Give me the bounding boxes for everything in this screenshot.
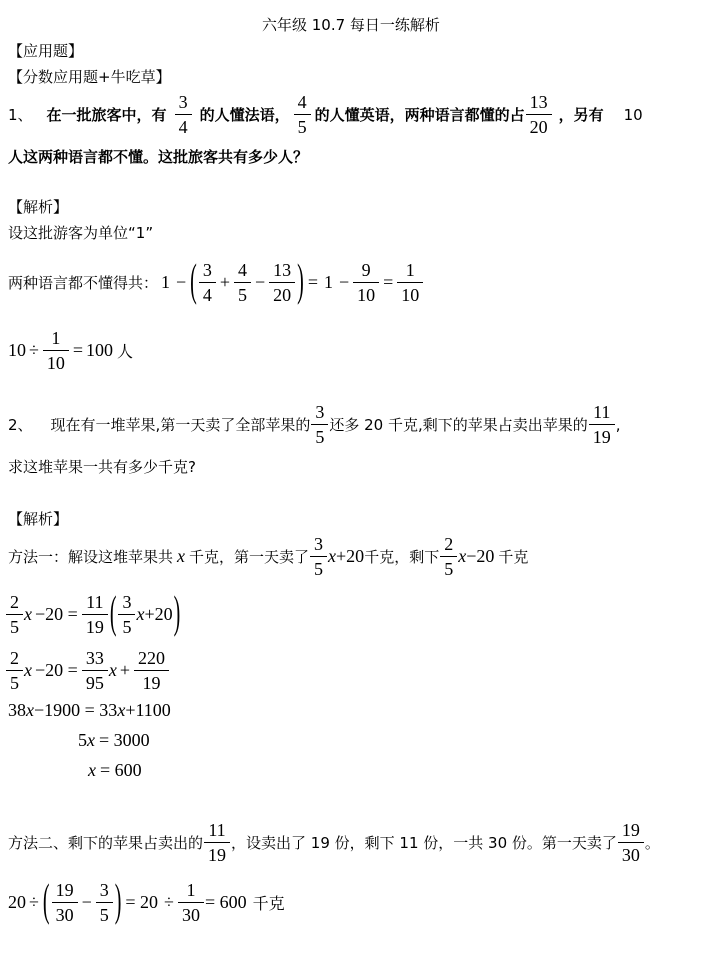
e5-b: = 600: [100, 760, 142, 780]
eq2-equals: =: [72, 340, 84, 360]
eq1-plus: +: [219, 272, 230, 292]
q1-text-1: 在一批旅客中，有: [46, 106, 167, 124]
e6-unit: 千克: [252, 894, 285, 913]
e4-var-x: x: [87, 730, 95, 750]
e2-var-x-2: x: [108, 660, 117, 680]
frac-num: 1: [186, 880, 196, 900]
e6-a: 20: [8, 892, 26, 912]
frac-den: 5: [440, 556, 457, 579]
eq2-result: 100: [86, 340, 114, 360]
m1-frac-b: [442, 534, 455, 579]
e6-frac-3: [180, 880, 202, 925]
m1-text-4: 千克: [498, 548, 529, 566]
e1-var-x-2: x: [136, 604, 145, 624]
frac-den: 5: [6, 614, 23, 637]
m1-frac-a: [312, 534, 325, 579]
q2-fraction-1: [313, 402, 326, 447]
frac-den: 5: [311, 424, 328, 447]
answer-1-setup-text: 设这批游客为单位“1”: [8, 224, 154, 242]
e4-b: = 3000: [99, 730, 150, 750]
e6-mid: = 20: [125, 892, 159, 912]
frac-num: 9: [361, 260, 371, 280]
answer-1-equation-2: [8, 328, 133, 373]
eq1-one-2: 1: [323, 272, 333, 292]
frac-den: 19: [82, 614, 108, 637]
frac-den: 5: [118, 614, 135, 637]
frac-num: 19: [55, 880, 74, 900]
subsection-heading: [8, 66, 171, 87]
frac-num: 11: [86, 592, 104, 612]
equation-line-5: [88, 760, 142, 781]
q2-text-2: 还多 20 千克,剩下的苹果占卖出苹果的: [329, 416, 588, 434]
frac-num: 4: [297, 92, 307, 112]
eq1-frac-e: [399, 260, 421, 305]
m1-var-x-3: x: [458, 546, 467, 566]
right-paren: ): [173, 588, 181, 639]
e1-plus20: +20: [144, 604, 173, 624]
q1-text-5: 10: [623, 105, 643, 124]
frac-num: 1: [405, 260, 415, 280]
frac-den: 20: [269, 282, 295, 305]
frac-num: 2: [10, 648, 19, 668]
e4-a: 5: [78, 730, 87, 750]
frac-num: 3: [99, 880, 109, 900]
e1-frac-1: [8, 592, 21, 637]
answer-2-header-text: 【解析】: [8, 510, 69, 528]
frac-num: 11: [208, 820, 226, 840]
eq1-minus-2: −: [255, 272, 266, 292]
question-2-line-1: [8, 402, 621, 447]
frac-num: 13: [529, 92, 548, 112]
method-2-line: [8, 820, 660, 865]
eq1-one: 1: [161, 272, 171, 292]
question-1-line-2: [8, 146, 308, 167]
frac-den: 19: [204, 842, 230, 865]
frac-num: 19: [621, 820, 640, 840]
m2-text-3: 。: [644, 834, 660, 852]
eq1-minus-3: −: [338, 272, 350, 292]
e2-frac-3: [136, 648, 167, 693]
frac-den: 10: [43, 350, 69, 373]
frac-num: 13: [273, 260, 292, 280]
e3-c: +1100: [125, 700, 171, 720]
m1-text-1: 方法一：解设这堆苹果共: [8, 548, 174, 566]
e6-div: ÷: [29, 892, 39, 912]
m1-var-x: x: [177, 546, 186, 566]
equation-line-2: [8, 648, 170, 693]
e3-var-x-2: x: [117, 700, 126, 720]
answer-1-setup: [8, 222, 153, 243]
e2-var-x: x: [24, 660, 32, 680]
frac-den: 4: [199, 282, 216, 305]
e3-a: 38: [8, 700, 26, 720]
frac-den: 5: [6, 670, 23, 693]
answer-1-equation-1: [8, 256, 424, 307]
frac-den: 5: [96, 902, 113, 925]
frac-den: 5: [310, 556, 327, 579]
question-2-line-2: [8, 456, 196, 477]
frac-num: 4: [238, 260, 247, 280]
q1-fraction-3: [528, 92, 550, 137]
e2-frac-2: [84, 648, 106, 693]
m1-text-3: 千克，剩下: [364, 548, 440, 566]
section-heading-text: 【应用题】: [8, 42, 84, 60]
e1-var-x: x: [24, 604, 32, 624]
frac-num: 3: [315, 402, 325, 422]
equation-line-1: [8, 588, 181, 639]
e3-b: −1900 = 33: [34, 700, 118, 720]
answer-2-header: [8, 508, 68, 529]
q1-text-4: ，另有: [558, 106, 604, 124]
eq1-frac-c: [271, 260, 293, 305]
eq2-ten: 10: [8, 340, 26, 360]
subsection-heading-text: 【分数应用题+牛吃草】: [8, 68, 171, 86]
left-paren: (: [42, 876, 50, 927]
eq1-frac-b: [236, 260, 249, 305]
frac-num: 33: [85, 648, 104, 668]
right-paren: ): [297, 256, 304, 307]
frac-num: 3: [314, 534, 324, 554]
frac-den: 30: [618, 842, 644, 865]
eq2-unit: 人: [117, 342, 134, 361]
eq1-minus: −: [176, 272, 187, 292]
m2-text-2: ，设卖出了 19 份，剩下 11 份，一共 30 份。第一天卖了: [231, 834, 617, 852]
e2-mid: −20 =: [35, 660, 78, 680]
eq1-equals-2: =: [383, 272, 394, 292]
frac-num: 2: [444, 534, 454, 554]
eq1-frac-a: [201, 260, 214, 305]
page-title-text: 六年级 10.7 每日一练解析: [262, 16, 440, 34]
frac-den: 95: [82, 670, 108, 693]
m1-plus20: +20: [336, 546, 365, 566]
question-1-index: 1、: [8, 106, 33, 124]
equation-line-4: [78, 730, 150, 751]
question-2-index: 2、: [8, 416, 33, 434]
right-paren: ): [114, 876, 122, 927]
frac-den: 5: [234, 282, 251, 305]
e6-div-2: ÷: [164, 892, 174, 912]
e6-frac-2: [98, 880, 111, 925]
m1-text-2: 千克，第一天卖了: [189, 548, 310, 566]
m1-var-x-2: x: [328, 546, 337, 566]
equation-line-6: [8, 876, 285, 927]
answer-1-header-text: 【解析】: [8, 198, 69, 216]
eq2-div: ÷: [29, 340, 39, 360]
question-1-line-1: [8, 92, 643, 137]
left-paren: (: [109, 588, 117, 639]
m1-minus20: −20: [466, 546, 495, 566]
e6-frac-1: [54, 880, 76, 925]
frac-den: 30: [52, 902, 78, 925]
section-heading: [8, 40, 83, 61]
left-paren: (: [190, 256, 197, 307]
q2-text-1: 现在有一堆苹果,第一天卖了全部苹果的: [50, 416, 311, 434]
frac-den: 10: [353, 282, 379, 305]
e1-frac-3: [120, 592, 133, 637]
eq1-frac-d: [355, 260, 377, 305]
eq1-label: 两种语言都不懂得共：: [8, 274, 159, 292]
q1-fraction-2: [296, 92, 309, 137]
q1-fraction-1: [177, 92, 190, 137]
frac-num: 3: [122, 592, 132, 612]
e1-frac-2: [84, 592, 106, 637]
method-1-line: [8, 534, 528, 579]
e5-var-x: x: [88, 760, 96, 780]
q1-text-3: 的人懂英语，两种语言都懂的占: [314, 106, 525, 124]
frac-num: 2: [10, 592, 19, 612]
answer-1-header: [8, 196, 68, 217]
frac-den: 19: [589, 424, 615, 447]
e2-frac-1: [8, 648, 21, 693]
q1-line-2-text: 人这两种语言都不懂。这批旅客共有多少人？: [8, 148, 309, 166]
e2-plus: +: [119, 660, 130, 680]
q1-text-2: 的人懂法语，: [199, 106, 290, 124]
q2-line-2-text: 求这堆苹果一共有多少千克?: [8, 458, 196, 476]
frac-den: 19: [134, 670, 169, 693]
e6-result: = 600: [204, 892, 247, 912]
frac-num: 3: [202, 260, 212, 280]
frac-num: 3: [178, 92, 188, 112]
q2-text-3: ,: [615, 415, 621, 434]
m2-frac-2: [620, 820, 642, 865]
frac-den: 10: [397, 282, 423, 305]
e6-minus: −: [81, 892, 92, 912]
frac-den: 5: [294, 114, 311, 137]
e3-var-x: x: [26, 700, 34, 720]
frac-den: 20: [526, 114, 552, 137]
eq1-equals: =: [307, 272, 318, 292]
frac-den: 4: [175, 114, 192, 137]
page-title: [262, 14, 440, 35]
frac-num: 11: [593, 402, 611, 422]
frac-den: 30: [178, 902, 204, 925]
frac-num: 1: [51, 328, 61, 348]
m2-frac-1: [206, 820, 228, 865]
q2-fraction-2: [591, 402, 613, 447]
e1-mid: −20 =: [35, 604, 78, 624]
eq2-frac: [45, 328, 67, 373]
equation-line-3: [8, 700, 171, 721]
frac-num: 220: [137, 648, 165, 668]
m2-text-1: 方法二、剩下的苹果占卖出的: [8, 834, 204, 852]
